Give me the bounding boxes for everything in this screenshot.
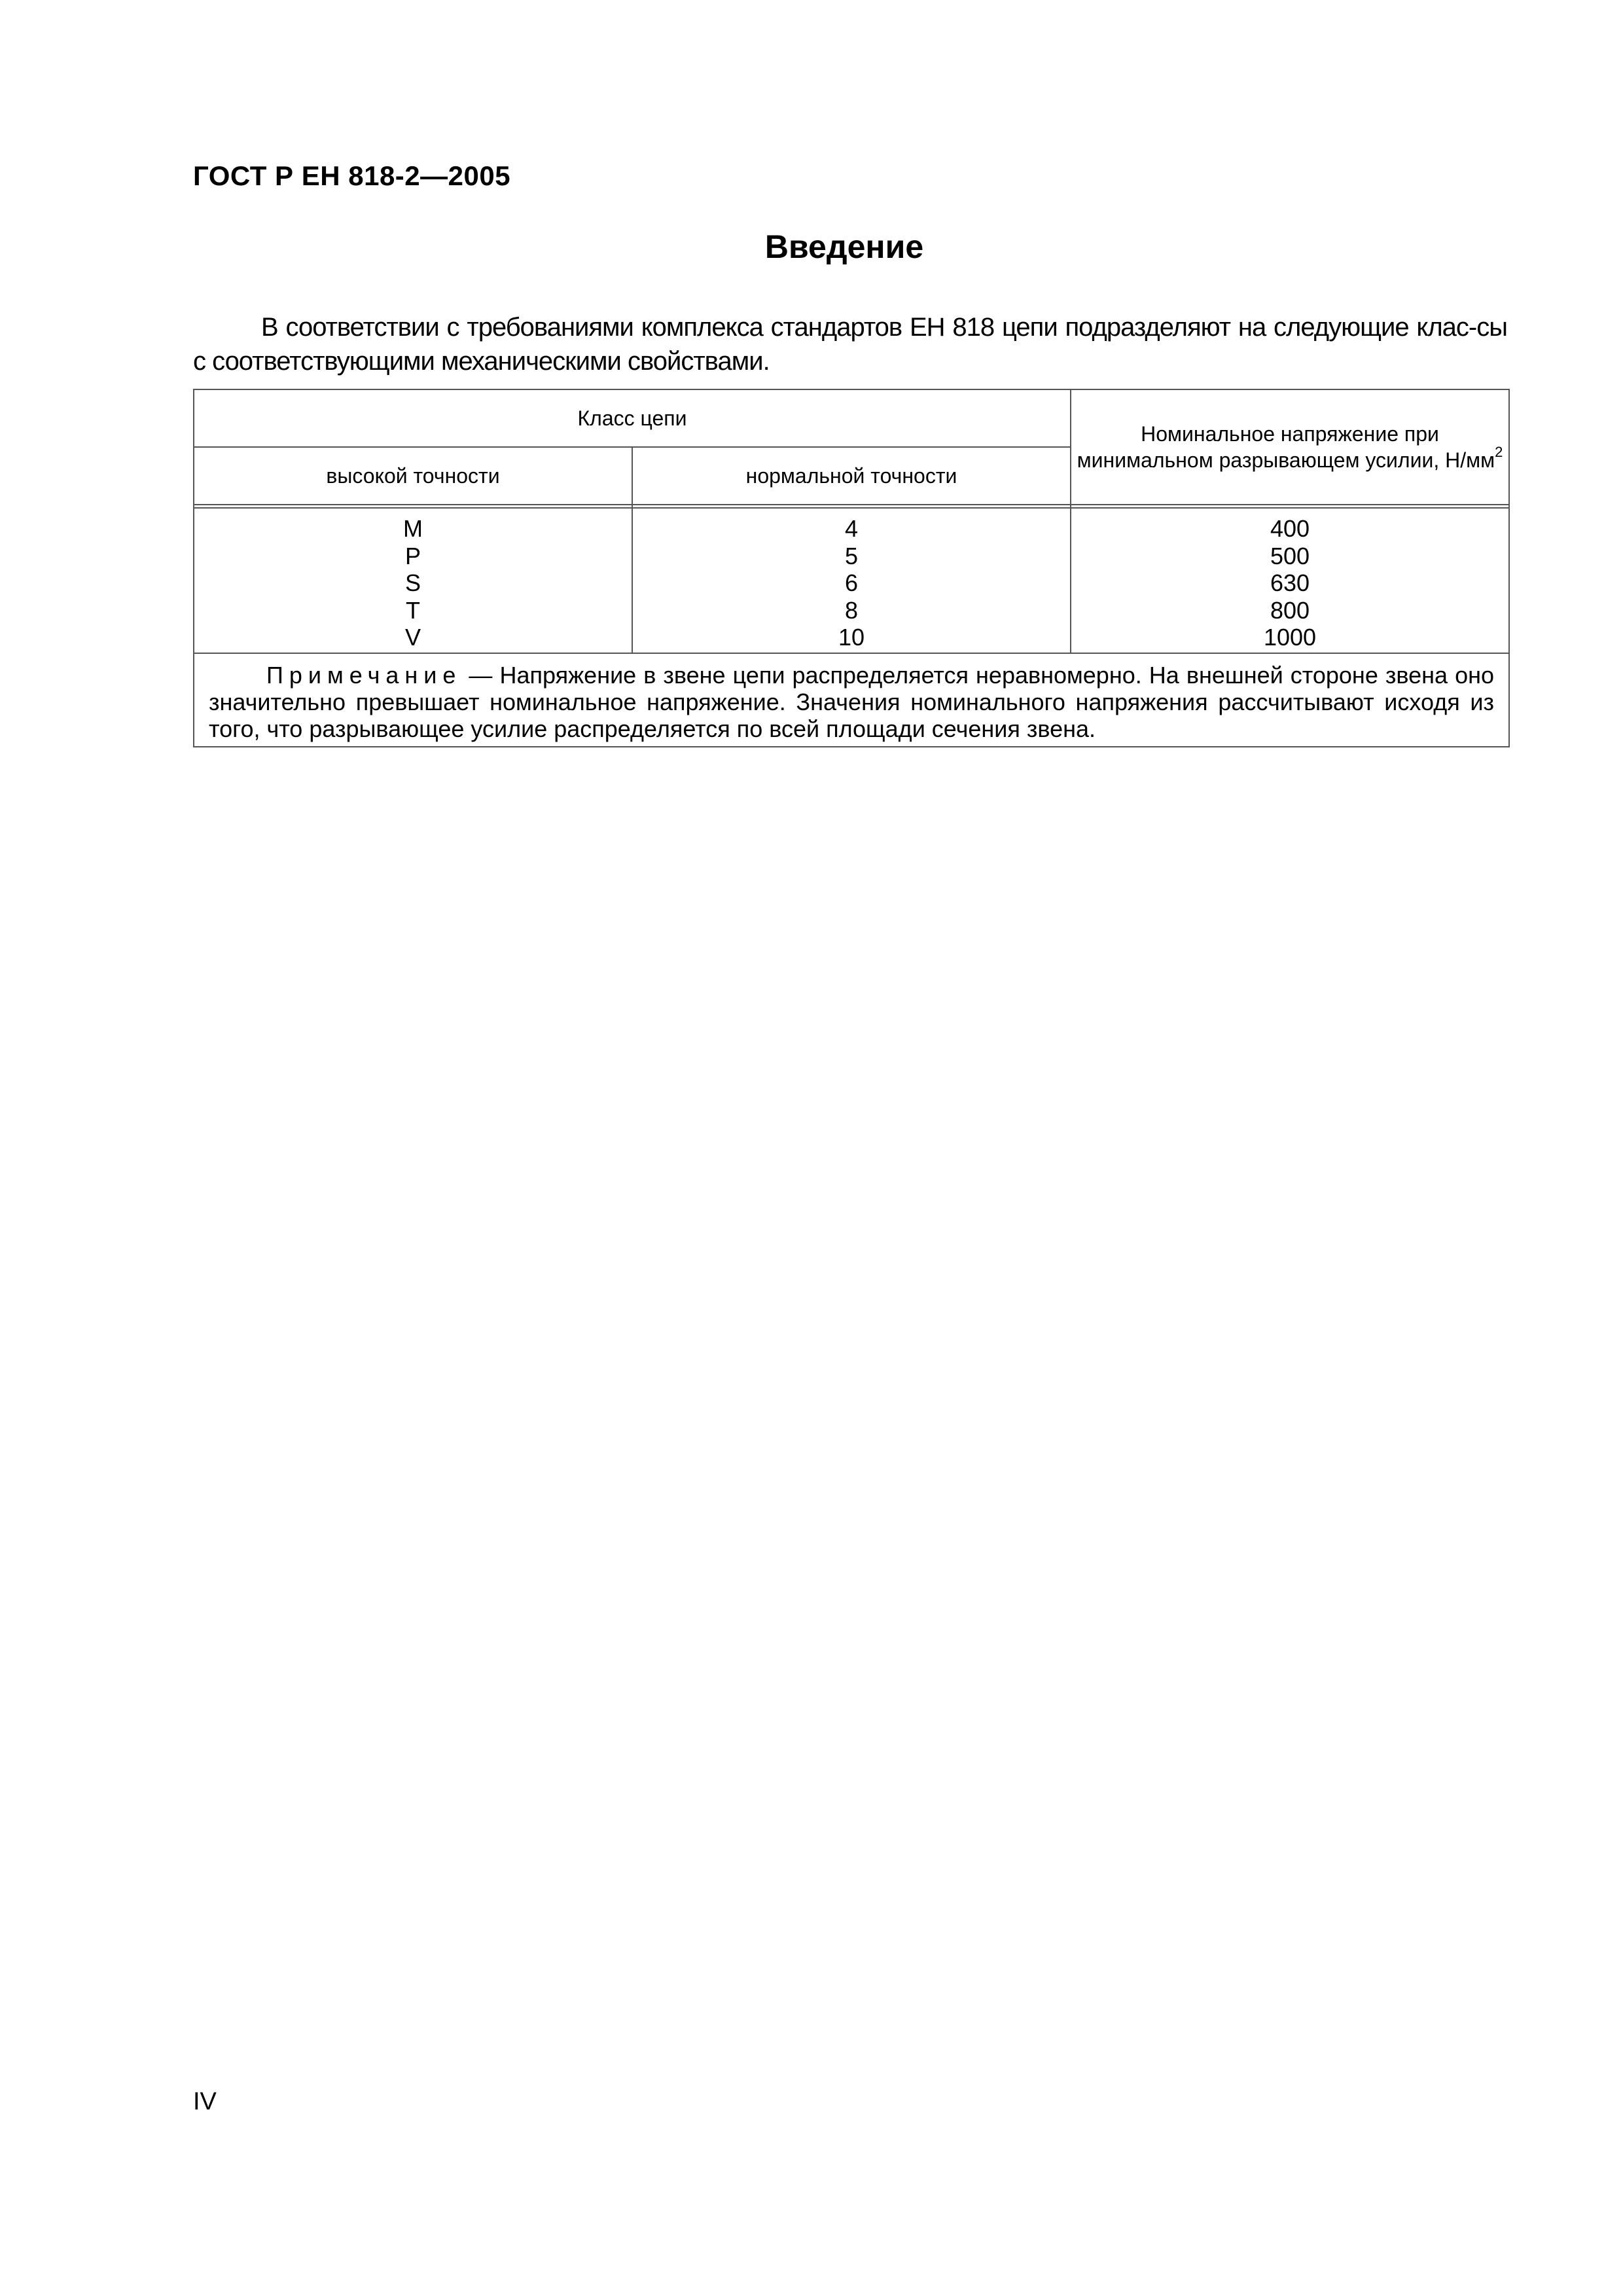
table-cell: 400 (1270, 515, 1310, 542)
table-cell: M (403, 515, 423, 542)
table-cell: 800 (1270, 596, 1310, 624)
document-code: ГОСТ Р ЕН 818-2—2005 (193, 160, 511, 191)
table-note-row (194, 653, 1509, 747)
header-nominal-stress-sup: 2 (1495, 444, 1503, 461)
table-cell: T (406, 596, 420, 624)
header-high-precision: высокой точности (194, 447, 632, 505)
table-cell: 500 (1270, 542, 1310, 569)
table-cell: V (404, 624, 421, 651)
chain-class-table (193, 389, 1510, 747)
table-cell: 5 (844, 542, 859, 569)
header-nominal-stress (1071, 389, 1509, 505)
table-cell: 10 (838, 624, 865, 651)
page-number: IV (193, 2088, 217, 2115)
column-normal-precision-values (632, 508, 1071, 653)
table-cell: 6 (844, 569, 859, 596)
note-lead: Примечание (266, 661, 462, 689)
table-values-row (194, 508, 1509, 653)
column-nominal-stress-values (1071, 508, 1509, 653)
table-cell: 630 (1270, 569, 1310, 596)
table-cell: 4 (844, 515, 859, 542)
section-title: Введение (764, 228, 924, 265)
header-normal-precision: нормальной точности (632, 447, 1071, 505)
table-cell: S (404, 569, 421, 596)
table-cell: 8 (844, 596, 859, 624)
table-note (194, 653, 1509, 747)
header-nominal-stress-label: Номинальное напряжение при минимальном разрывающем усилии, Н/мм (1077, 422, 1495, 472)
note-text: — Напряжение в звене цепи распределяется неравномерно. На внешней стороне звена оно значительно превышает номинальное напряжение. Значения номинального напряжения рассчитывают исходя из того, что разрывающее усилие распределяется по всей площади сечения звена. (209, 661, 1494, 742)
table-cell: 1000 (1263, 624, 1317, 651)
header-chain-class: Класс цепи (194, 389, 1071, 447)
table-cell: P (404, 542, 421, 569)
table-header-row (194, 389, 1509, 447)
intro-paragraph: В соответствии с требованиями комплекса стандартов ЕН 818 цепи подразделяют на следующие клас-сы с соответствующими механическими свойствами. (193, 313, 1507, 376)
column-high-precision-values (194, 508, 632, 653)
